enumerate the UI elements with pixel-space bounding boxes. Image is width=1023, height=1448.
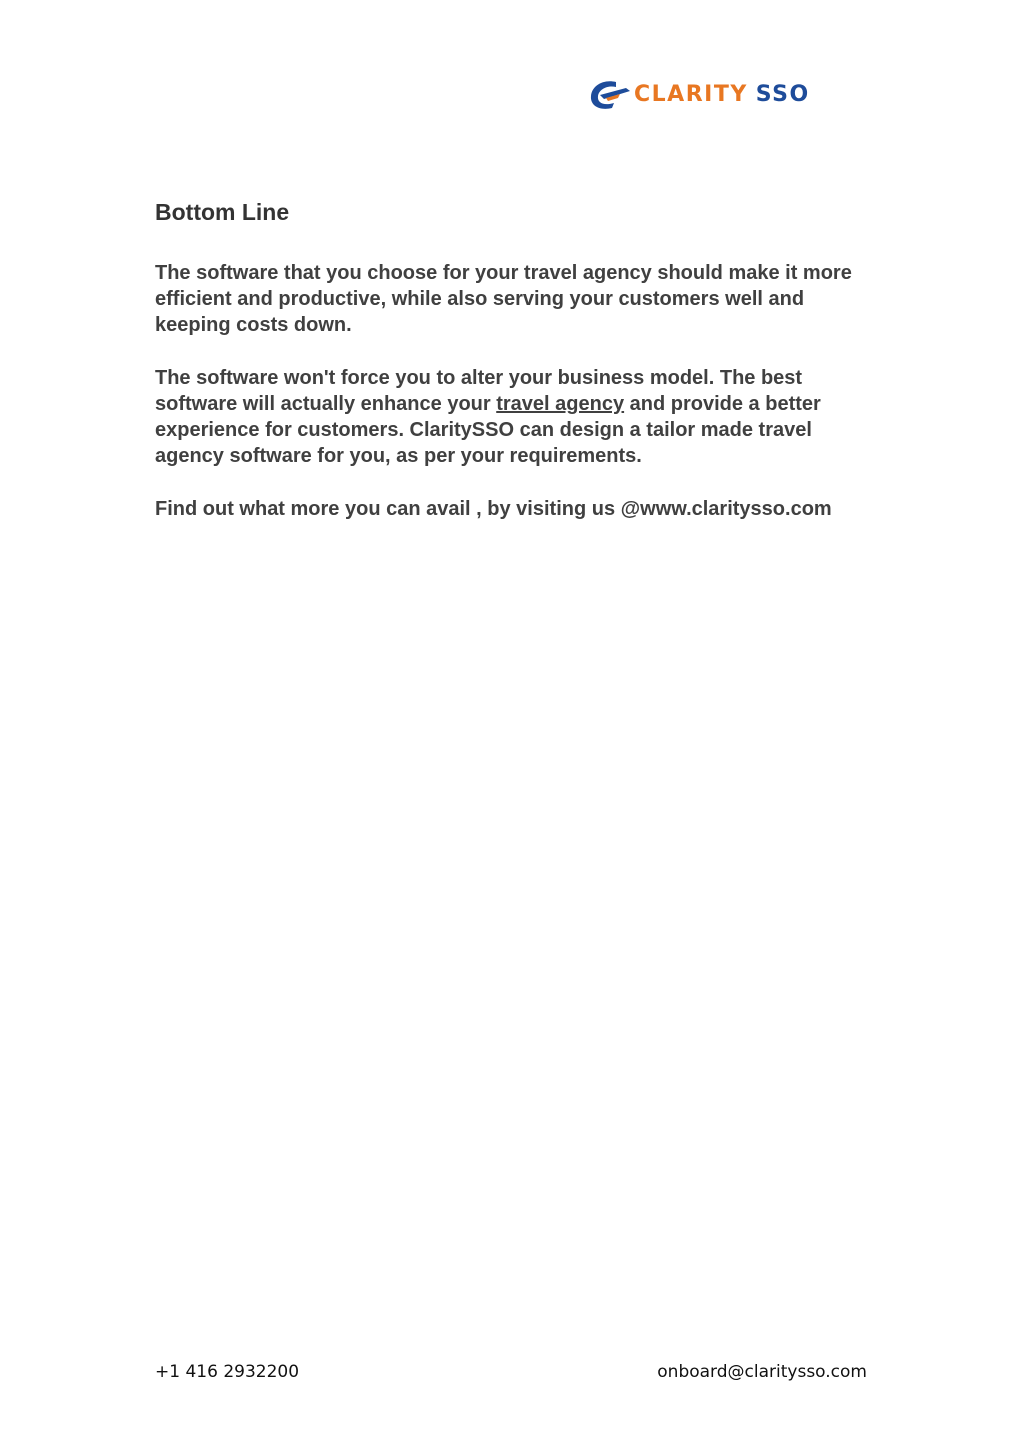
page-heading: Bottom Line [155, 199, 290, 225]
company-logo [586, 75, 868, 115]
clarity-sso-logo-icon [586, 76, 632, 114]
main-content [155, 197, 875, 549]
logo-wordmark [634, 84, 810, 106]
footer-phone: +1 416 2932200 [155, 1362, 300, 1382]
logo-word-clarity: CLARITY [634, 82, 748, 107]
logo-word-sso: SSO [755, 82, 810, 107]
paragraph-visit: Find out what more you can avail , by visiting us @www.claritysso.com [155, 498, 832, 520]
travel-agency-link[interactable]: travel agency [496, 393, 625, 415]
footer-email: onboard@claritysso.com [657, 1362, 867, 1382]
paragraph-intro: The software that you choose for your travel agency should make it more efficient and productive, while also serving your customers well and keeping costs down. [155, 262, 852, 336]
paragraph-business-model [155, 365, 875, 469]
paragraph-text: The software won't force you to alter your business model. The best software will actually enhance your [155, 367, 803, 415]
paragraph-text: and provide a better experience for customers. ClaritySSO can design a tailor made travel agency software for you, as per your requirements. [155, 393, 821, 467]
